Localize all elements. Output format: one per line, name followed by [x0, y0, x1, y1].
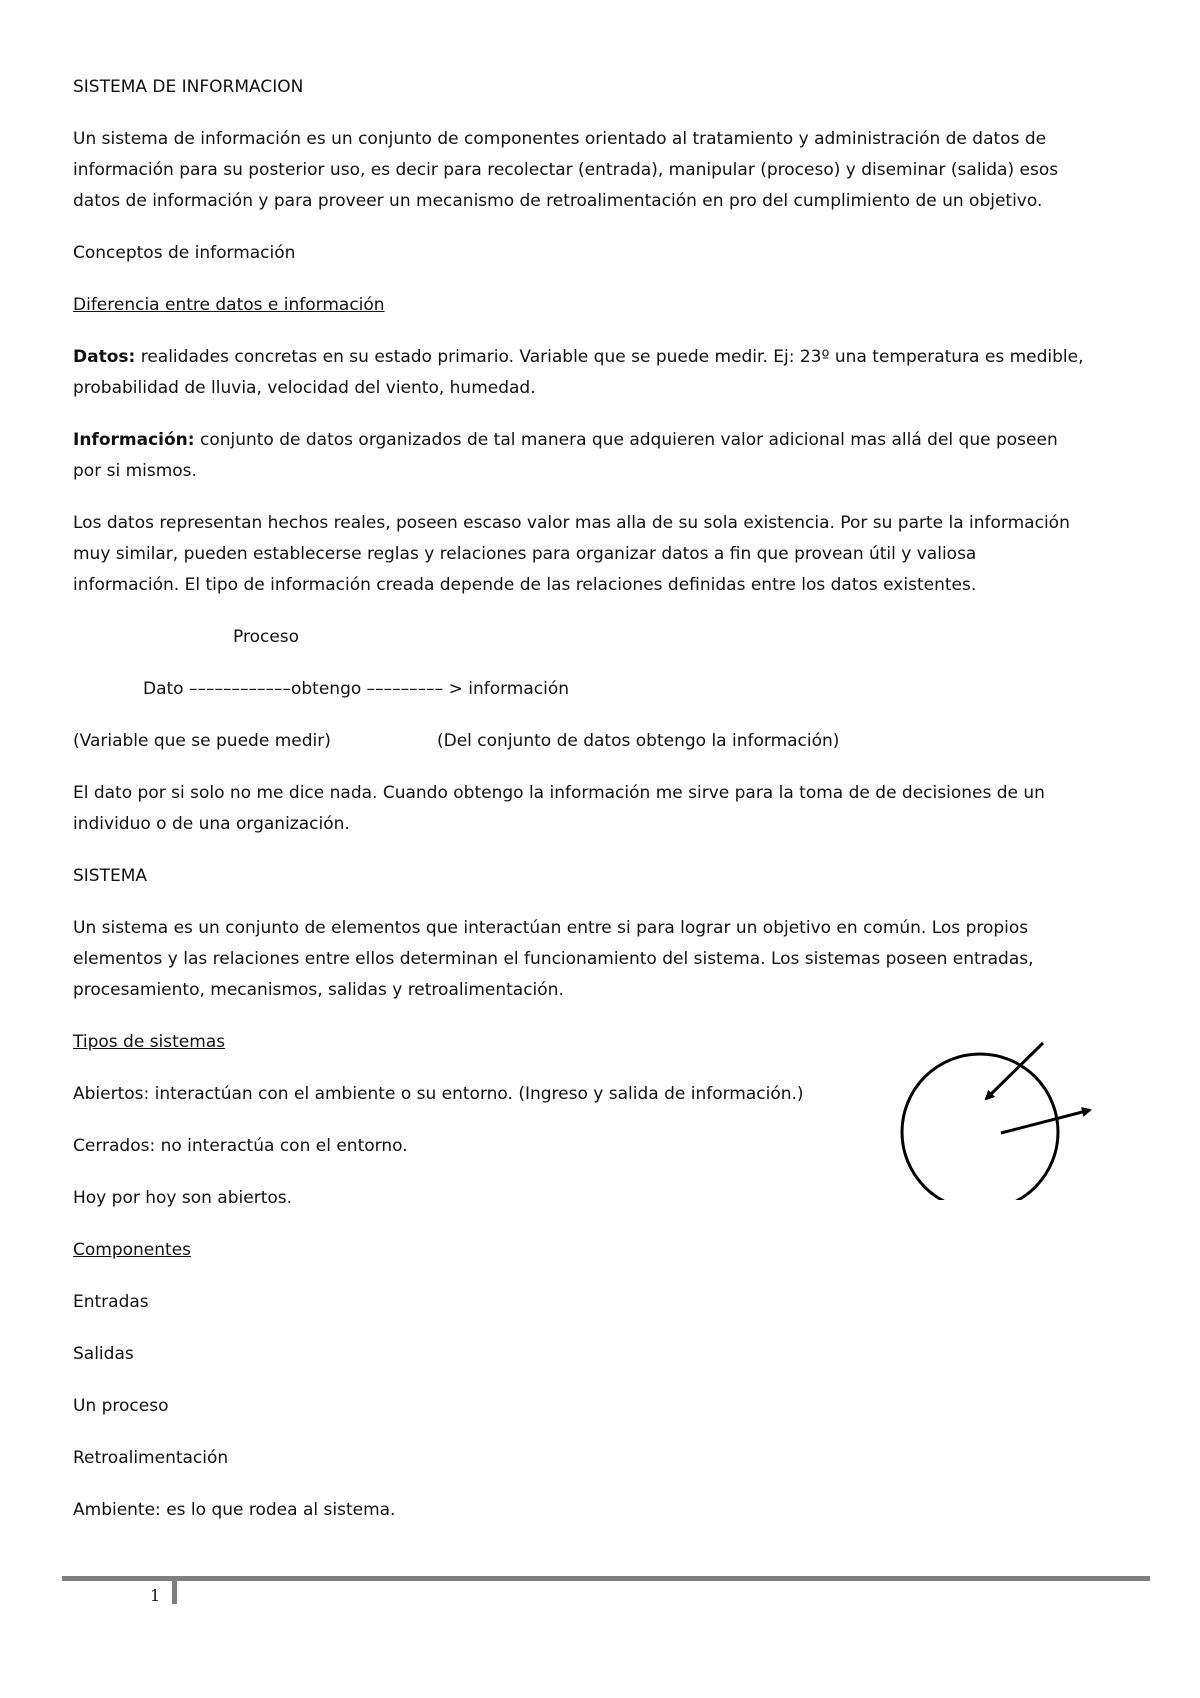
abiertos-line: Abiertos: interactúan con el ambiente o su entorno. (Ingreso y salida de información.) [73, 1084, 804, 1104]
intro-line-1: Un sistema de información es un conjunto de componentes orientado al tratamiento y administración de datos de [73, 129, 1047, 149]
informacion-line-2: por si mismos. [73, 461, 197, 481]
document-title: SISTEMA DE INFORMACION [73, 77, 304, 97]
datos-line-2: probabilidad de lluvia, velocidad del viento, humedad. [73, 378, 536, 398]
footer-page-bar [172, 1576, 177, 1604]
hechos-line-1: Los datos representan hechos reales, poseen escaso valor mas alla de su sola existencia. Por su parte la información [73, 513, 1070, 533]
hechos-line-2: muy similar, pueden establecerse reglas y relaciones para organizar datos a fin que provean útil y valiosa [73, 544, 977, 564]
componentes-heading: Componentes [73, 1240, 192, 1260]
dato-solo-line-2: individuo o de una organización. [73, 814, 350, 834]
flow-proceso-label: Proceso [233, 627, 300, 647]
intro-line-3: datos de información y para proveer un mecanismo de retroalimentación en pro del cumplimiento de un objetivo. [73, 191, 1043, 211]
componente-item: Retroalimentación [73, 1448, 229, 1468]
flow-left-note: (Variable que se puede medir) [73, 731, 331, 751]
componente-item: Entradas [73, 1292, 149, 1312]
dato-solo-line-1: El dato por si solo no me dice nada. Cuando obtengo la información me sirve para la toma de de decisiones de un [73, 783, 1045, 803]
system-boundary-circle [902, 1054, 1058, 1200]
output-arrow [1001, 1110, 1090, 1133]
sistema-heading: SISTEMA [73, 866, 148, 886]
concepts-heading: Conceptos de información [73, 243, 296, 263]
open-system-diagram [900, 1030, 1100, 1200]
difference-heading: Diferencia entre datos e información [73, 295, 385, 315]
hechos-line-3: información. El tipo de información creada depende de las relaciones definidas entre los datos existentes. [73, 575, 977, 595]
componente-item: Un proceso [73, 1396, 169, 1416]
datos-definition: realidades concretas en su estado primario. Variable que se puede medir. Ej: 23º una temperatura es medible, [135, 347, 1084, 367]
informacion-label: Información: [73, 430, 195, 450]
flow-right-note: (Del conjunto de datos obtengo la información) [437, 731, 840, 751]
informacion-line-1 [73, 430, 1058, 450]
input-arrow [986, 1043, 1043, 1099]
datos-line-1 [73, 347, 1084, 367]
tipos-heading: Tipos de sistemas [73, 1032, 226, 1052]
cerrados-line: Cerrados: no interactúa con el entorno. [73, 1136, 408, 1156]
hoy-line: Hoy por hoy son abiertos. [73, 1188, 293, 1208]
datos-label: Datos: [73, 347, 136, 367]
page-number: 1 [150, 1586, 161, 1605]
informacion-definition: conjunto de datos organizados de tal manera que adquieren valor adicional mas allá del que poseen [194, 430, 1058, 450]
footer-rule [62, 1576, 1150, 1581]
componente-item: Ambiente: es lo que rodea al sistema. [73, 1500, 396, 1520]
componente-item: Salidas [73, 1344, 134, 1364]
flow-dato-line: Dato ––––––––––––obtengo ––––––––– > información [143, 679, 570, 699]
sistema-line-2: elementos y las relaciones entre ellos determinan el funcionamiento del sistema. Los sistemas poseen entradas, [73, 949, 1034, 969]
intro-line-2: información para su posterior uso, es decir para recolectar (entrada), manipular (proceso) y diseminar (salida) esos [73, 160, 1059, 180]
sistema-line-1: Un sistema es un conjunto de elementos que interactúan entre si para lograr un objetivo en común. Los propios [73, 918, 1029, 938]
sistema-line-3: procesamiento, mecanismos, salidas y retroalimentación. [73, 980, 564, 1000]
